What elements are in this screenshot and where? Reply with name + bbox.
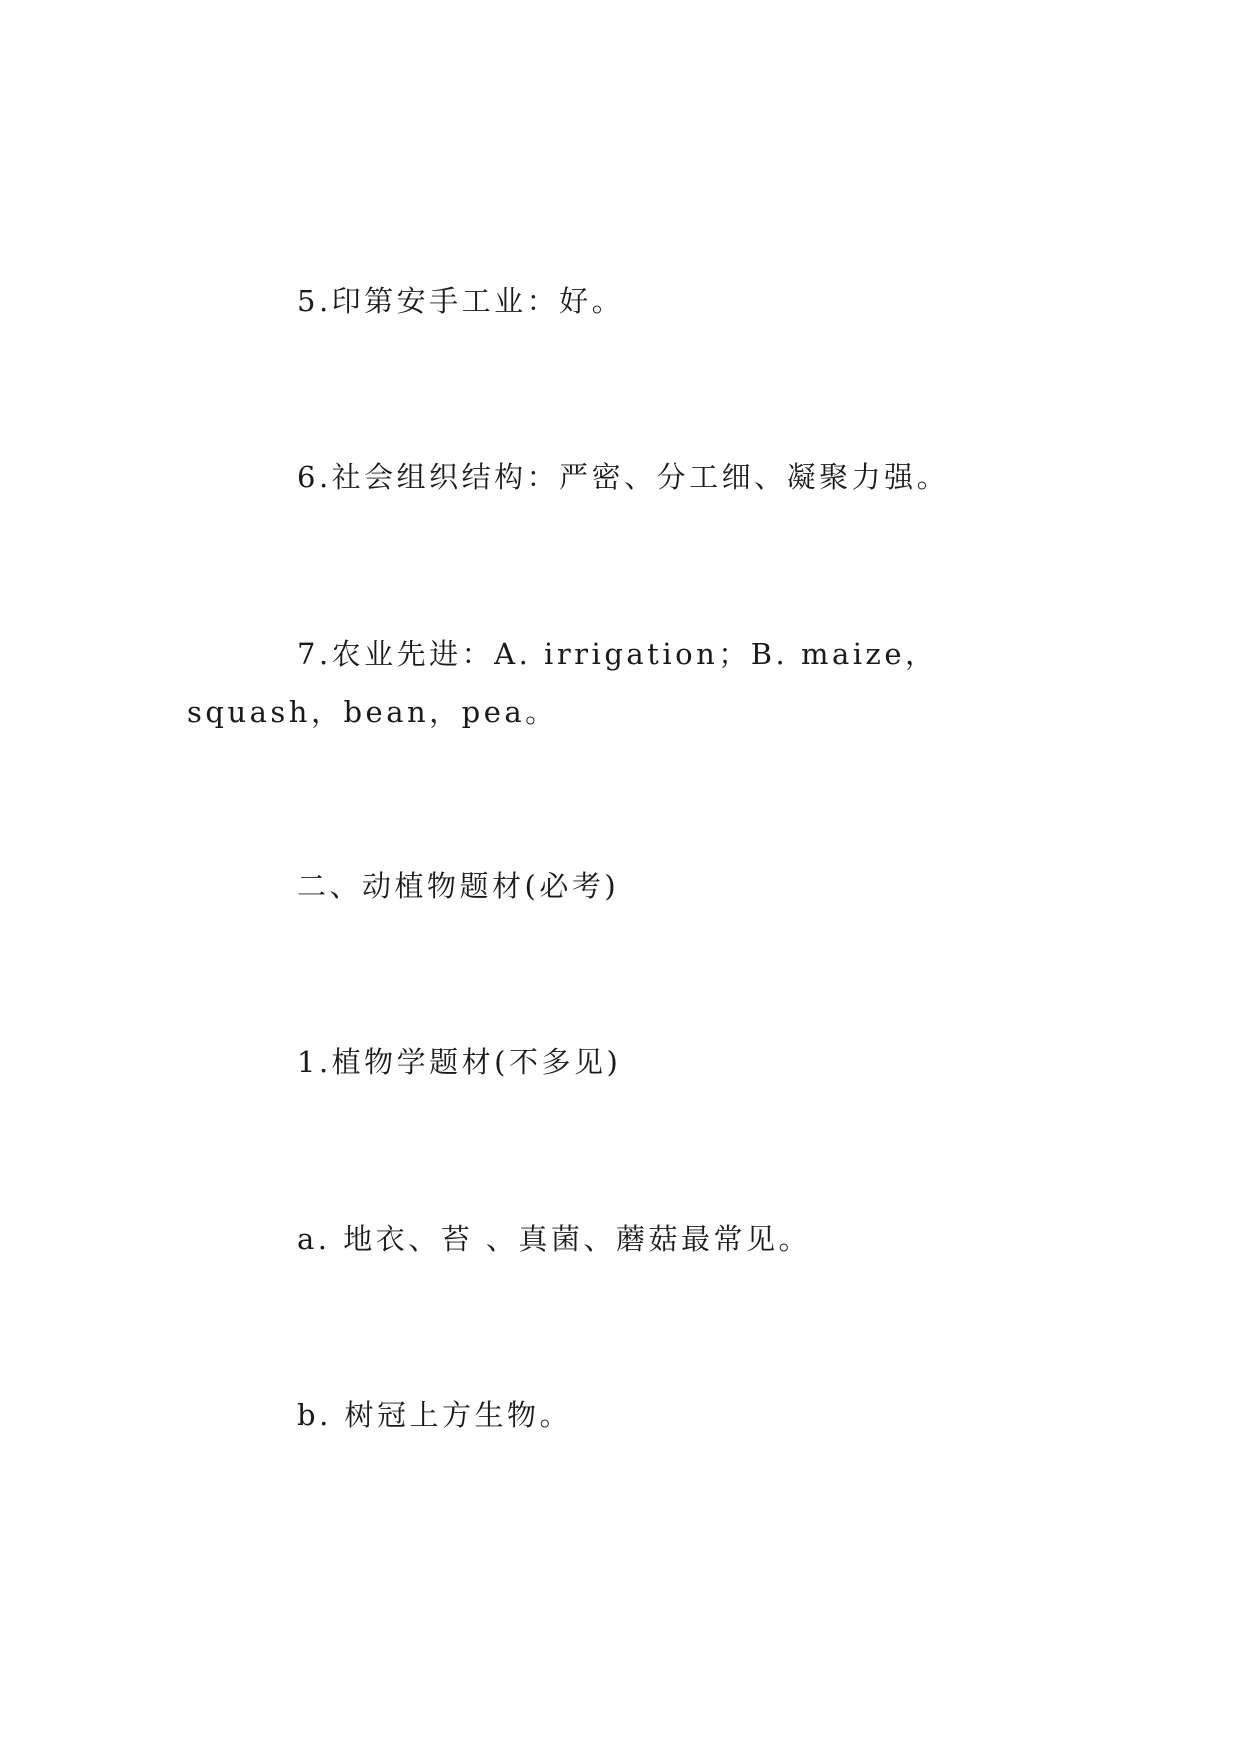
- paragraph-item-5: 5.印第安手工业：好。: [297, 284, 625, 318]
- paragraph-item-7: 7.农业先进：A. irrigation；B. maize，squash，bean，pea。: [187, 637, 938, 729]
- paragraph-item-6: 6.社会组织结构：严密、分工细、凝聚力强。: [297, 460, 950, 494]
- section-heading: 二、动植物题材(必考): [297, 869, 620, 903]
- list-item-a: a. 地衣、苔 、真菌、蘑菇最常见。: [297, 1222, 811, 1256]
- list-item-b: b. 树冠上方生物。: [297, 1398, 573, 1432]
- subsection-heading: 1.植物学题材(不多见): [297, 1045, 622, 1079]
